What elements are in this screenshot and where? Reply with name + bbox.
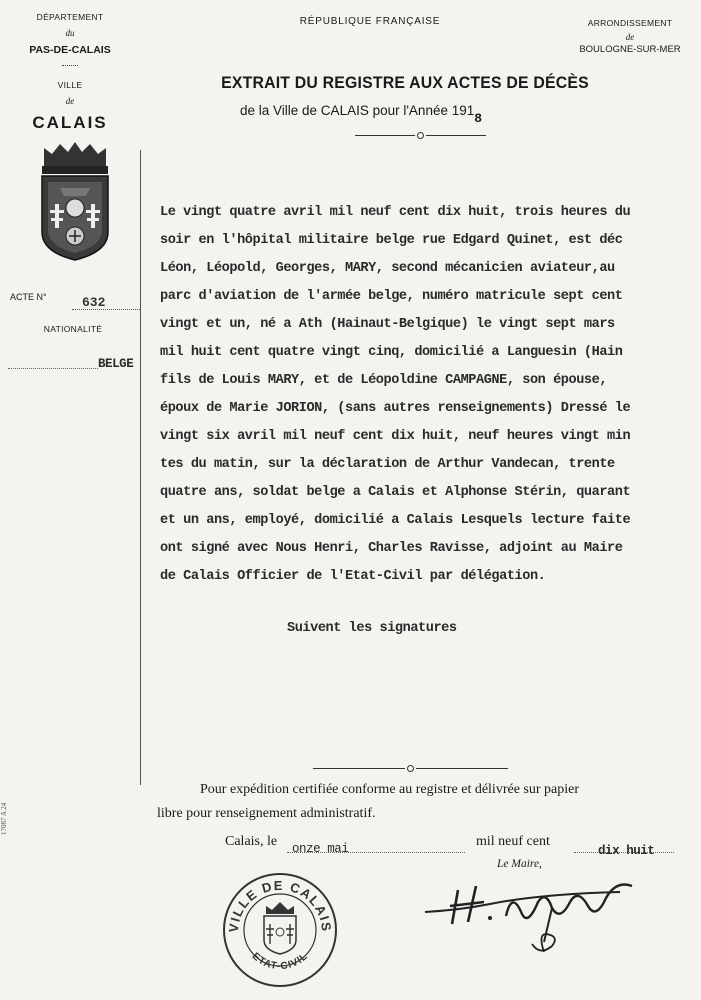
departement-label: DÉPARTEMENT <box>36 12 104 22</box>
calais-label: CALAIS <box>32 113 108 132</box>
body-line: tes du matin, sur la déclaration de Arthur Vandecan, trente <box>160 457 615 472</box>
subtitle-text: de la Ville de CALAIS pour l'Année 191 <box>240 103 475 118</box>
side-note: 17087 A 24 <box>0 802 8 835</box>
body-line: quatre ans, soldat belge a Calais et Alphonse Stérin, quarant <box>160 485 631 500</box>
body-line: Léon, Léopold, Georges, MARY, second mécanicien aviateur,au <box>160 261 615 276</box>
year-digit: 8 <box>474 111 483 126</box>
margin-rule <box>140 150 141 785</box>
arrondissement-label: ARRONDISSEMENT <box>587 18 673 28</box>
mayor-signature <box>420 872 655 967</box>
date-typed: onze mai <box>292 842 349 856</box>
ville-label: VILLE <box>57 80 83 90</box>
du-label: du <box>65 28 75 38</box>
body-line: parc d'aviation de l'armée belge, numéro matricule sept cent <box>160 289 623 304</box>
stamp-bottom-text: ETAT-CIVIL <box>249 950 311 973</box>
maire-label: Le Maire, <box>497 858 542 870</box>
divider-ornament <box>62 65 78 68</box>
boulogne-label: BOULOGNE-SUR-MER <box>579 44 681 55</box>
body-line: Le vingt quatre avril mil neuf cent dix huit, trois heures du <box>160 205 631 220</box>
arrondissement-de: de <box>625 32 635 42</box>
body-line: et un ans, employé, domicilié a Calais Lesquels lecture faite <box>160 513 631 528</box>
stamp-top-text: VILLE DE CALAIS <box>225 877 335 934</box>
acte-label: ACTE N° <box>10 292 47 302</box>
footer-ornament <box>300 764 520 772</box>
body-line: fils de Louis MARY, et de Léopoldine CAMPAGNE, son épouse, <box>160 373 608 388</box>
nationalite-label: NATIONALITÉ <box>43 324 103 334</box>
body-line: soir en l'hôpital militaire belge rue Edgard Quinet, est déc <box>160 233 623 248</box>
nationalite-value: BELGE <box>98 357 134 371</box>
de-label: de <box>65 96 75 106</box>
act-body <box>160 205 700 597</box>
year-label: mil neuf cent <box>476 834 550 849</box>
year-typed: dix huit <box>598 844 655 858</box>
acte-number: 632 <box>72 295 140 310</box>
place-label: Calais, le <box>225 834 278 849</box>
title-ornament <box>340 131 500 139</box>
document-title: EXTRAIT DU REGISTRE AUX ACTES DE DÉCÈS <box>221 74 589 92</box>
body-line: époux de Marie JORION, (sans autres renseignements) Dressé le <box>160 401 631 416</box>
body-line: vingt et un, né a Ath (Hainaut-Belgique) le vingt sept mars <box>160 317 615 332</box>
document-subtitle <box>240 103 600 126</box>
coat-of-arms-emblem <box>38 140 112 267</box>
certification-text-2: libre pour renseignement administratif. <box>157 806 376 821</box>
pas-de-calais-label: PAS-DE-CALAIS <box>29 44 111 56</box>
body-line: ont signé avec Nous Henri, Charles Ravisse, adjoint au Maire <box>160 541 623 556</box>
body-line: vingt six avril mil neuf cent dix huit, neuf heures vingt min <box>160 429 631 444</box>
etat-civil-stamp <box>220 870 340 995</box>
body-line: de Calais Officier de l'Etat-Civil par délégation. <box>160 569 546 584</box>
nationalite-dots <box>8 358 98 369</box>
body-line: mil huit cent quatre vingt cinq, domicilié a Languesin (Hain <box>160 345 623 360</box>
certification-text: Pour expédition certifiée conforme au registre et délivrée sur papier <box>200 782 580 797</box>
republic-label: RÉPUBLIQUE FRANÇAISE <box>299 16 441 27</box>
signatures-line: Suivent les signatures <box>287 621 457 636</box>
